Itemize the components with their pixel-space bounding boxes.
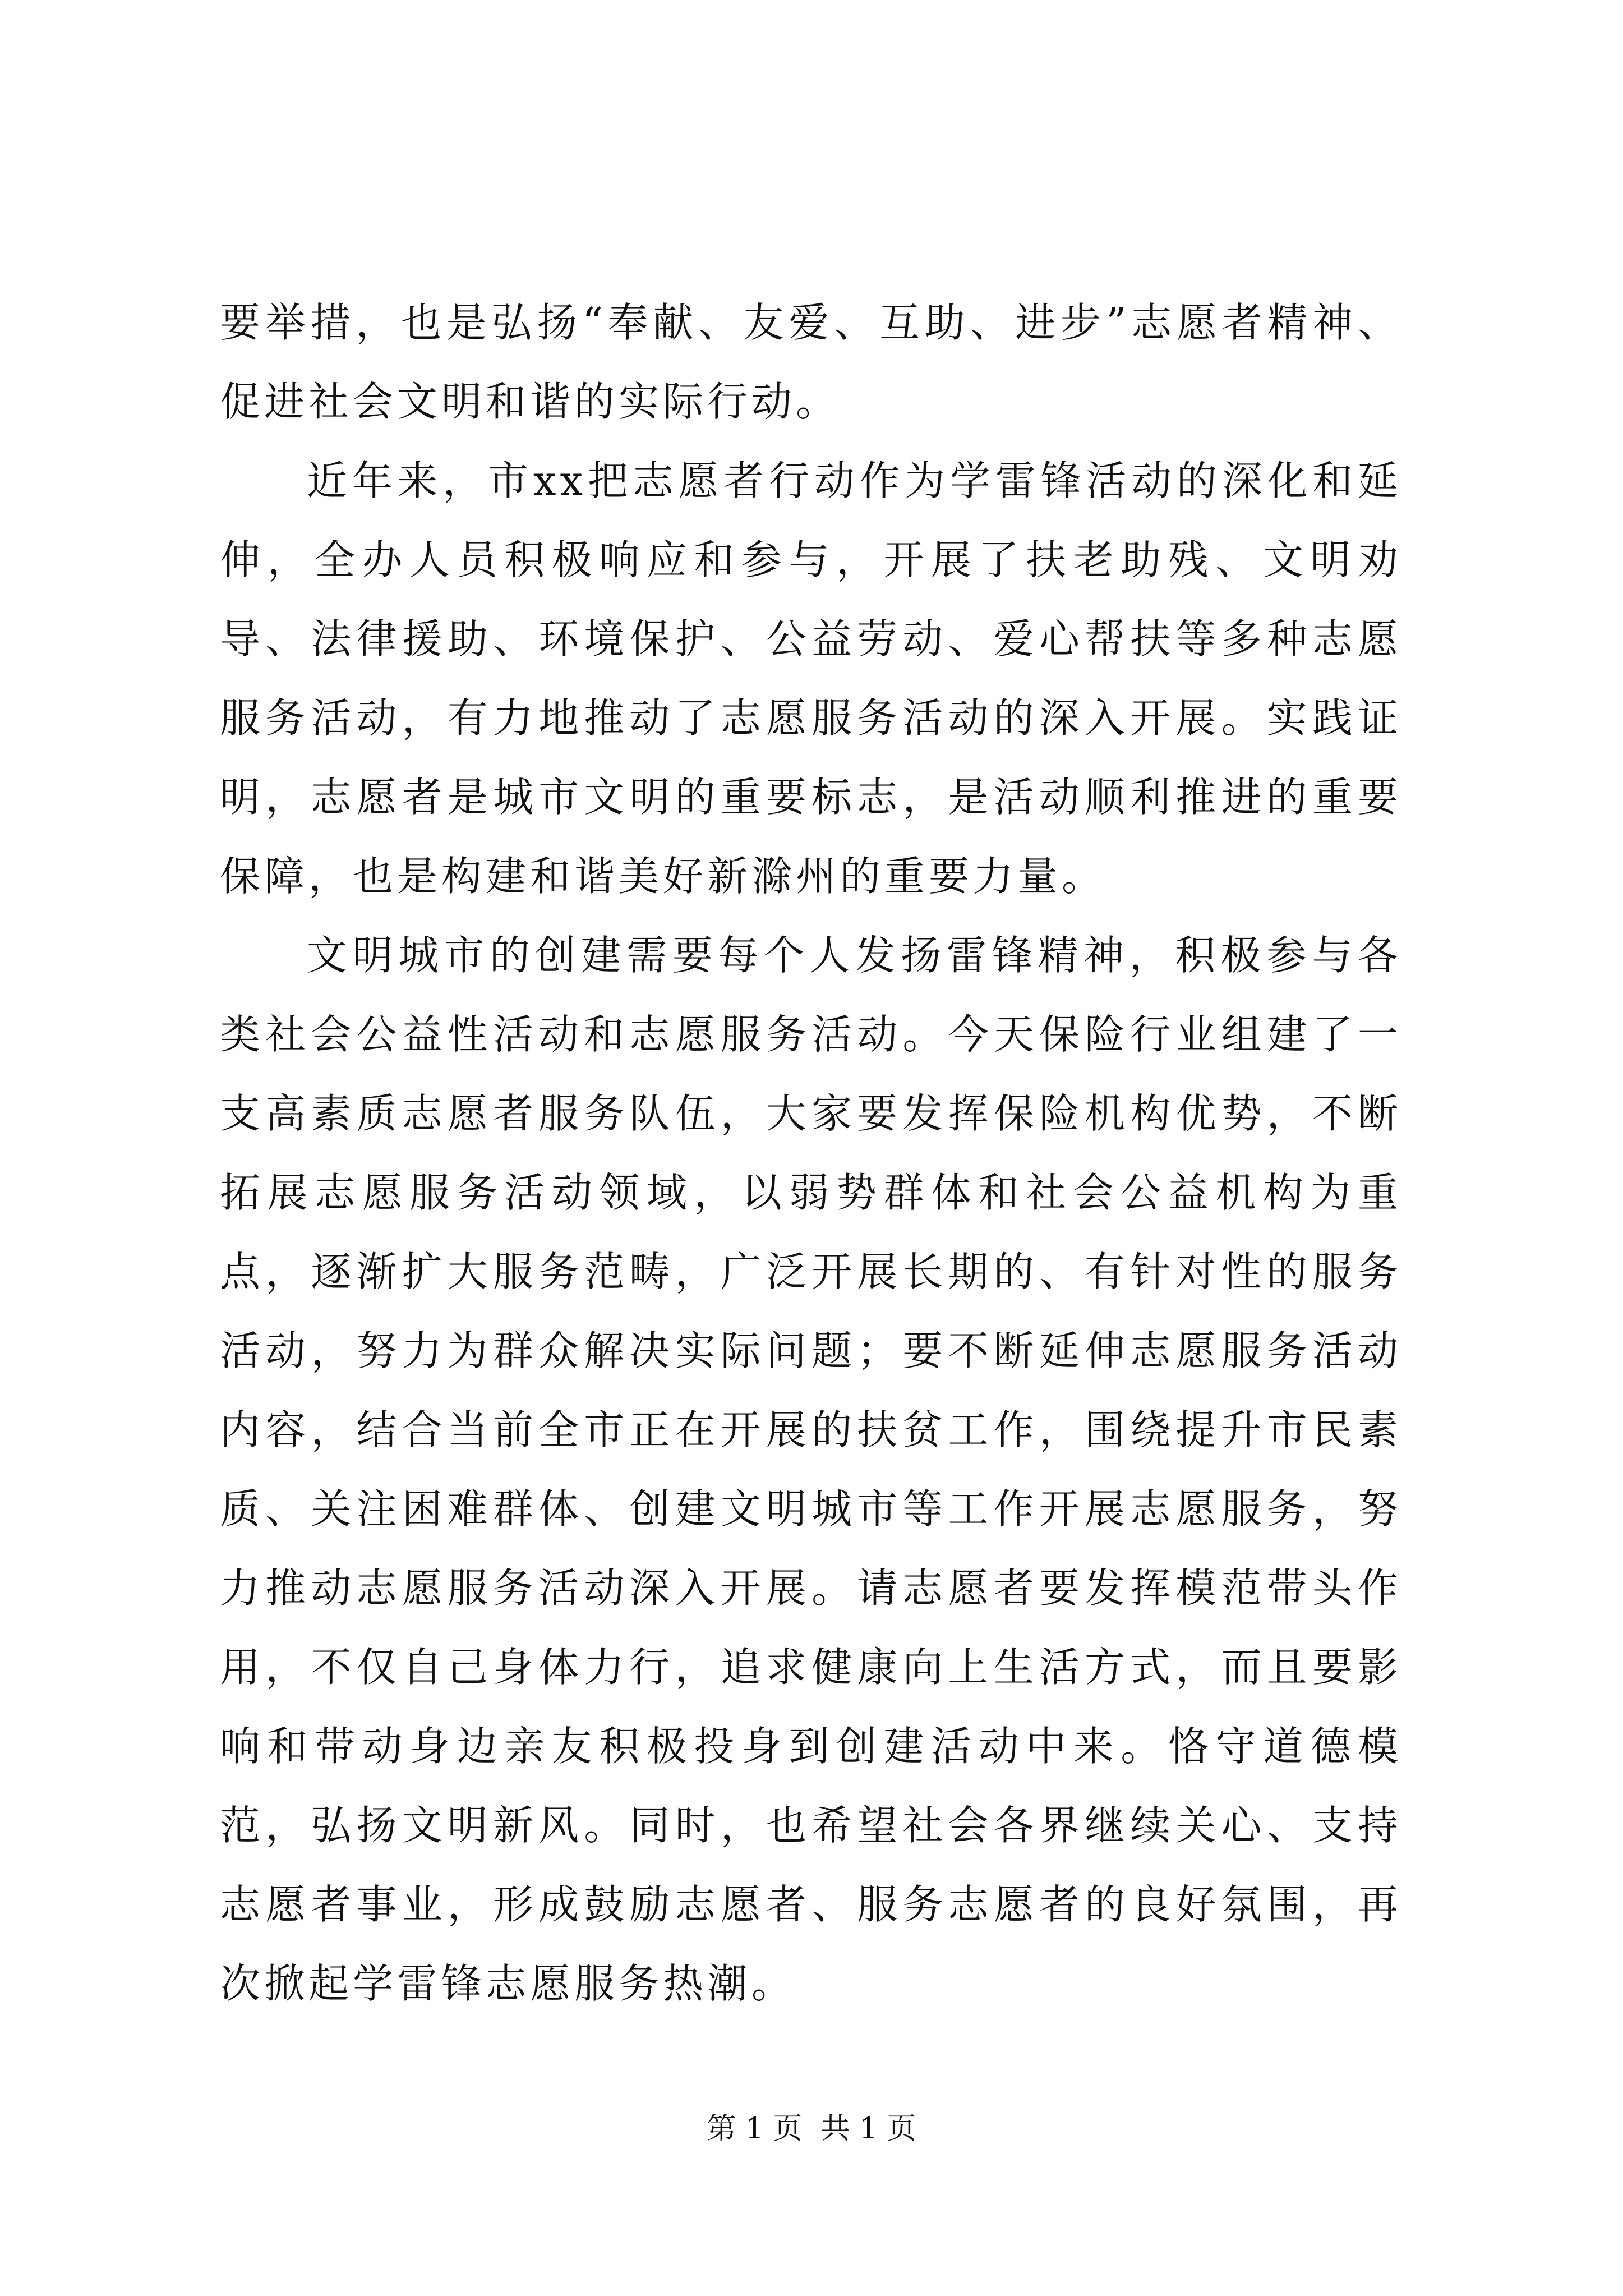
paragraph-1: 要举措，也是弘扬“奉献、友爱、互助、进步”志愿者精神、促进社会文明和谐的实际行动。: [220, 299, 1402, 425]
page-footer: [0, 2109, 1623, 2148]
page-number-label: 第 1 页 共 1 页: [707, 2112, 916, 2146]
paragraph-3: 文明城市的创建需要每个人发扬雷锋精神，积极参与各类社会公益性活动和志愿服务活动。今天保险行业组建了一支高素质志愿者服务队伍，大家要发挥保险机构优势，不断拓展志愿服务活动领域，以弱势群体和社会公益机构为重点，逐渐扩大服务范畴，广泛开展长期的、有针对性的服务活动，努力为群众解决实际问题；要不断延伸志愿服务活动内容，结合当前全市正在开展的扶贫工作，围绕提升市民素质、关注困难群体、创建文明城市等工作开展志愿服务，努力推动志愿服务活动深入开展。请志愿者要发挥模范带头作用，不仅自己身体力行，追求健康向上生活方式，而且要影响和带动身边亲友积极投身到创建活动中来。恪守道德模范，弘扬文明新风。同时，也希望社会各界继续关心、支持志愿者事业，形成鼓励志愿者、服务志愿者的良好氛围，再次掀起学雷锋志愿服务热潮。: [220, 932, 1402, 2007]
document-body: [220, 283, 1402, 2023]
paragraph-2: 近年来，市xx把志愿者行动作为学雷锋活动的深化和延伸，全办人员积极响应和参与，开展了扶老助残、文明劝导、法律援助、环境保护、公益劳动、爱心帮扶等多种志愿服务活动，有力地推动了志愿服务活动的深入开展。实践证明，志愿者是城市文明的重要标志，是活动顺利推进的重要保障，也是构建和谐美好新滁州的重要力量。: [220, 457, 1402, 900]
